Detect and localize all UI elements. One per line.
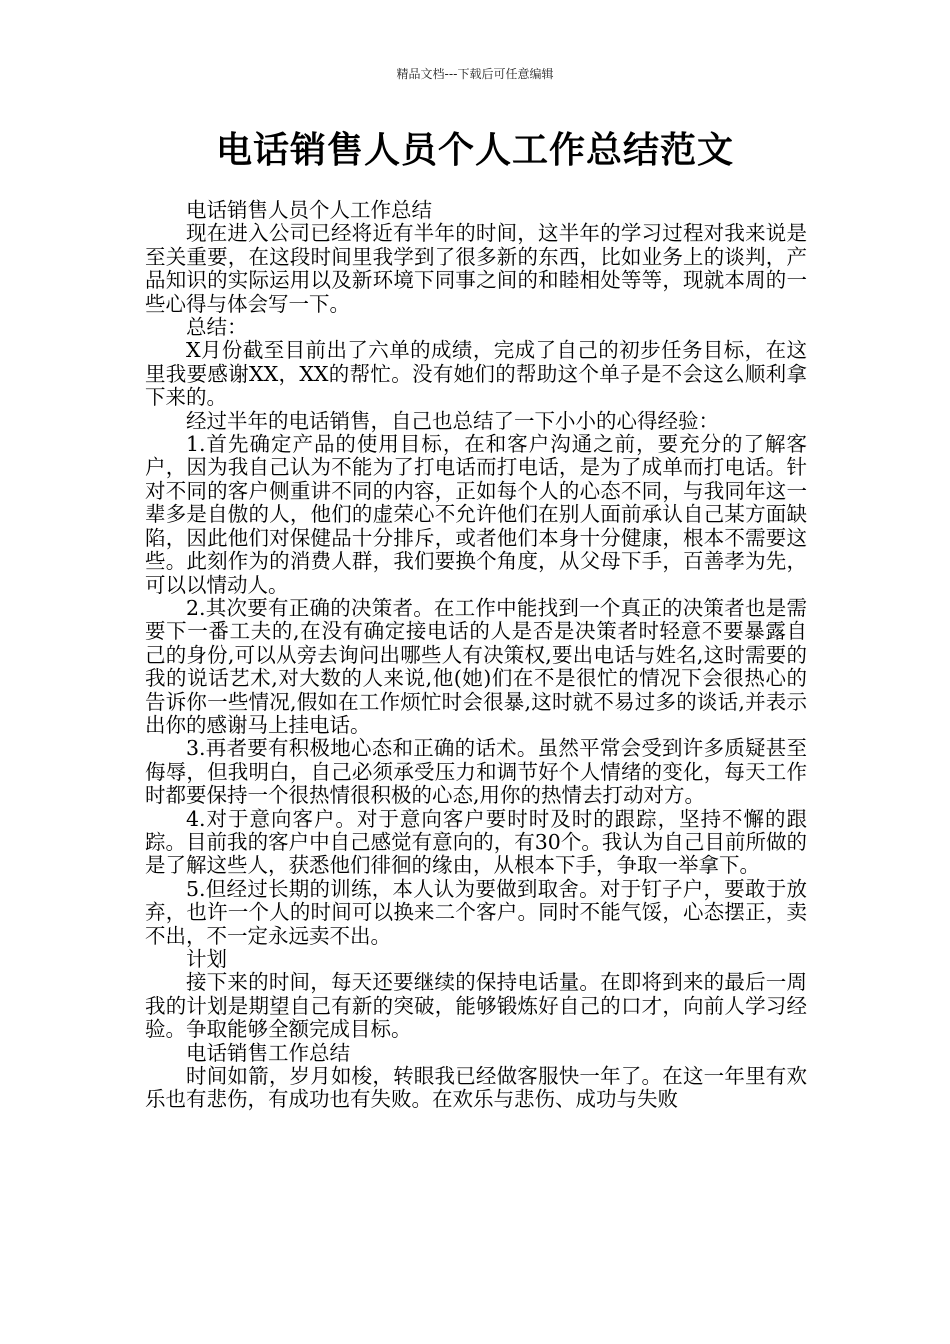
paragraph-summary-heading: 总结： <box>186 315 248 340</box>
paragraph-plan: 接下来的时间，每天还要继续的保持电话量。在即将到来的最后一周我的计划是期望自己有新的突破，能够锻炼好自己的口才，向前人学习经验。争取能够全额完成目标。 <box>145 970 807 1042</box>
paragraph-intro: 现在进入公司已经将近有半年的时间，这半年的学习过程对我来说是至关重要，在这段时间里我学到了很多新的东西，比如业务上的谈判，产品知识的实际运用以及新环境下同事之间的和睦相处等等，现就本周的一些心得与体会写一下。 <box>145 221 807 316</box>
paragraph-point-2: 2.其次要有正确的决策者。在工作中能找到一个真正的决策者也是需要下一番工夫的,在没有确定接电话的人是否是决策者时轻意不要暴露自己的身份,可以从旁去询问出哪些人有决策权,要出电话与姓名,这时需要的我的说话艺术,对大数的人来说,他(她)们在不是很忙的情况下会很热心的告诉你一些情况,假如在工作烦忙时会很暴,这时就不易过多的谈话,并表示出你的感谢马上挂电话。 <box>145 595 807 737</box>
paragraph-point-3: 3.再者要有积极地心态和正确的话术。虽然平常会受到许多质疑甚至侮辱，但我明白，自己必须承受压力和调节好个人情绪的变化，每天工作时都要保持一个很热情很积极的心态,用你的热情去打动对方。 <box>145 736 807 808</box>
paragraph-point-1: 1.首先确定产品的使用目标，在和客户沟通之前，要充分的了解客户，因为我自己认为不能为了打电话而打电话，是为了成单而打电话。针对不同的客户侧重讲不同的内容，正如每个人的心态不同，与我同年这一辈多是自傲的人，他们的虚荣心不允许他们在别人面前承认自己某方面缺陷，因此他们对保健品十分排斥，或者他们本身十分健康，根本不需要这些。此刻作为的消费人群，我们要换个角度，从父母下手，百善孝为先，可以以情动人。 <box>145 432 807 597</box>
paragraph-results: X月份截至目前出了六单的成绩，完成了自己的初步任务目标，在这里我要感谢XX，XX的帮忙。没有她们的帮助这个单子是不会这么顺利拿下来的。 <box>145 338 807 410</box>
header-note: 精品文档---下载后可任意编辑 <box>396 67 554 81</box>
document-title: 电话销售人员个人工作总结范文 <box>215 130 734 171</box>
paragraph-point-5: 5.但经过长期的训练，本人认为要做到取舍。对于钉子户，要敢于放弃，也许一个人的时间可以换来二个客户。同时不能气馁，心态摆正，卖不出，不一定永远卖不出。 <box>145 876 807 948</box>
paragraph-experience-intro: 经过半年的电话销售，自己也总结了一下小小的心得经验： <box>186 408 719 433</box>
document-body <box>145 199 807 1112</box>
paragraph-subtitle: 电话销售人员个人工作总结 <box>186 198 432 222</box>
paragraph-point-4: 4.对于意向客户。对于意向客户要时时及时的跟踪，坚持不懈的跟踪。目前我的客户中自己感觉有意向的，有30个。我认为自己目前所做的是了解这些人，获悉他们徘徊的缘由，从根本下手，争取一举拿下。 <box>145 806 807 878</box>
paragraph-second-heading: 电话销售工作总结 <box>186 1040 350 1065</box>
paragraph-plan-heading: 计划 <box>186 947 227 971</box>
paragraph-second-intro: 时间如箭，岁月如梭，转眼我已经做客服快一年了。在这一年里有欢乐也有悲伤，有成功也有失败。在欢乐与悲伤、成功与失败 <box>145 1064 807 1112</box>
